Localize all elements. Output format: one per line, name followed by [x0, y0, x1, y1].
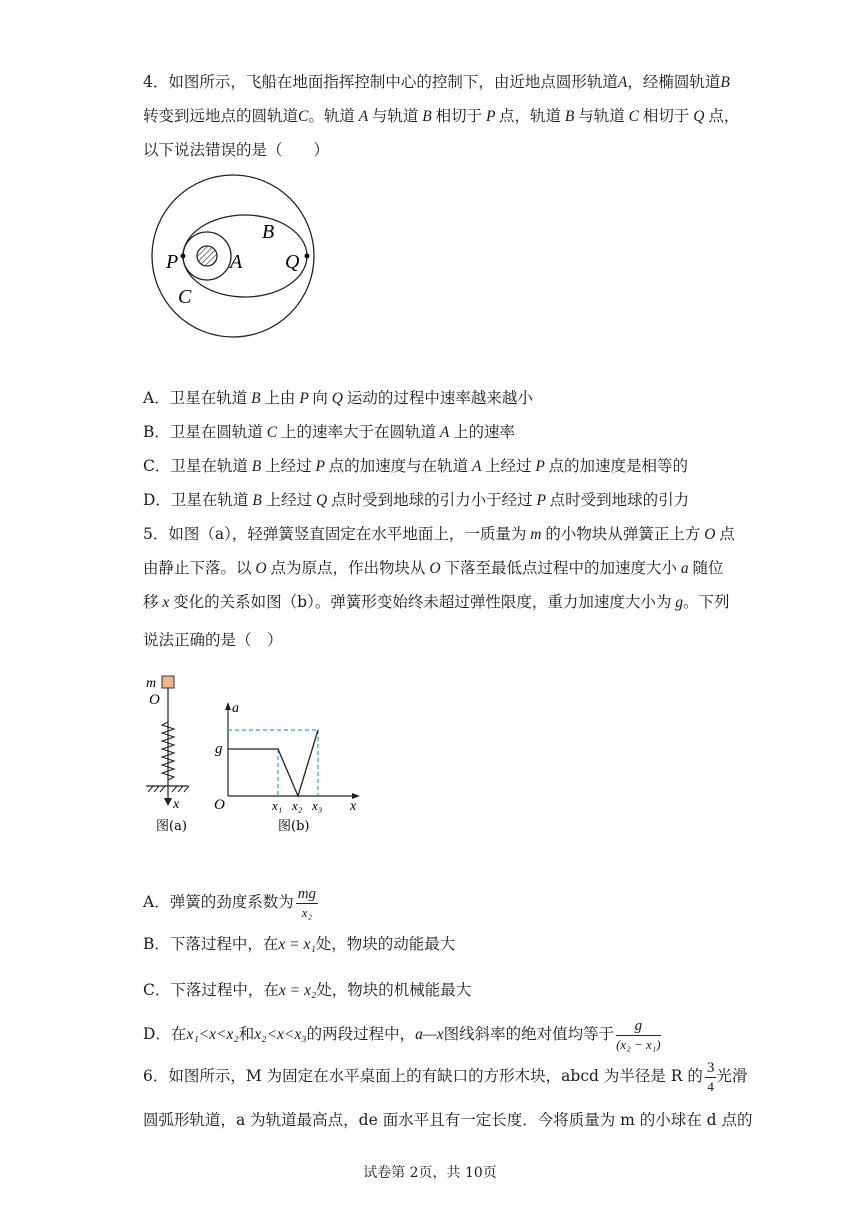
option-text: 上经过: [265, 457, 312, 475]
q6-text: 光滑: [716, 1067, 748, 1085]
spring-icon: [162, 722, 174, 780]
option-text: C．下落过程中，在: [143, 981, 279, 999]
q4-text: 点，: [708, 107, 740, 125]
q4-text: 相切于: [642, 107, 690, 125]
var-B: B: [561, 108, 579, 125]
frac-den: 4: [707, 1078, 714, 1094]
var-P: P: [482, 108, 500, 125]
fraction-g: [616, 1017, 661, 1054]
var-A: A: [468, 458, 486, 475]
var-g: g: [671, 594, 683, 611]
range-1: x₁<x<x₂: [186, 1026, 239, 1043]
caption-a: 图(a): [156, 819, 187, 834]
q4-option-D: [143, 490, 689, 511]
label-O: O: [149, 692, 160, 708]
q4-option-B: [143, 422, 515, 443]
frac-num: g: [616, 1017, 661, 1036]
option-text: 点时受到地球的引力小于经过: [331, 491, 533, 509]
label-g: g: [215, 741, 223, 757]
var-O: O: [425, 560, 445, 577]
var-m: m: [526, 526, 546, 543]
option-text: C．卫星在轨道: [143, 457, 248, 475]
label-A: A: [230, 251, 243, 273]
q4-text: 相切于: [435, 107, 483, 125]
q5-option-B: [143, 934, 455, 955]
var-P: P: [531, 458, 549, 475]
q5-text: 。下列: [682, 593, 730, 611]
var-a: a: [676, 560, 693, 577]
q6-line-1: [143, 1056, 747, 1096]
label-B: B: [262, 221, 275, 243]
label-C: C: [178, 286, 192, 308]
label-x: x: [173, 797, 180, 812]
spring-figure: [140, 672, 210, 840]
q5-text: 由静止下落。以: [143, 559, 252, 577]
var-Q: Q: [312, 492, 332, 509]
q4-line-1: [143, 72, 730, 93]
label-m: m: [146, 676, 157, 691]
option-text: 运动的过程中速率越来越小: [346, 389, 533, 407]
q4-text: 。轨道: [308, 107, 355, 125]
q5-text: 点为原点，作出物块从: [270, 559, 426, 577]
var-B: B: [247, 458, 266, 475]
q4-text: ，经椭圆轨道: [627, 73, 721, 91]
range-2: x₂<x<x₃: [254, 1026, 307, 1043]
label-x3: x₃: [312, 798, 323, 813]
option-text: 上经过: [265, 491, 313, 509]
equation: x = x₂: [278, 982, 317, 999]
var-O: O: [700, 526, 720, 543]
q5-text: 的小物块从弹簧正上方: [545, 525, 701, 543]
option-text: 点的加速度与在轨道: [328, 457, 469, 475]
q4-option-A: [143, 388, 533, 409]
label-x-axis: x: [350, 799, 357, 814]
option-text: B．下落过程中，在: [143, 935, 279, 953]
option-text: 图线斜率的绝对值均等于: [443, 1025, 615, 1043]
a-x-curve: [228, 730, 318, 796]
q5-line-2: [143, 558, 723, 579]
label-Q: Q: [285, 251, 300, 273]
option-text: A．弹簧的劲度系数为: [143, 893, 294, 911]
q4-line-3: [143, 140, 329, 160]
option-text: 向: [312, 389, 328, 407]
y-arrow-icon: [225, 702, 231, 710]
var-P: P: [311, 458, 329, 475]
point-Q-dot: [305, 254, 310, 259]
accel-graph: [210, 696, 370, 840]
option-text: 的两段过程中，: [306, 1025, 416, 1043]
caption-b: 图(b): [278, 819, 310, 834]
frac-num: 3: [706, 1059, 715, 1076]
label-a: a: [232, 701, 239, 716]
var-Q: Q: [689, 108, 709, 125]
option-text: 和: [238, 1025, 255, 1043]
frac-den: (x₂ − x₁): [616, 1036, 661, 1052]
q4-option-C: [143, 456, 688, 477]
equation: x = x₁: [278, 936, 316, 953]
frac-num: mg: [297, 885, 317, 902]
option-text: D．卫星在轨道: [143, 491, 249, 509]
option-text: B．卫星在圆轨道: [143, 423, 263, 441]
var-A: A: [617, 74, 628, 91]
q4-text: 与轨道: [578, 107, 625, 125]
point-P-dot: [181, 254, 186, 259]
var-A: A: [436, 424, 453, 441]
q5-option-A: [143, 882, 318, 922]
label-O2: O: [214, 797, 225, 813]
var-B: B: [418, 108, 436, 125]
var-B: B: [248, 492, 266, 509]
var-P: P: [532, 492, 550, 509]
q4-text: 4．如图所示，飞船在地面指挥控制中心的控制下，由近地点圆形轨道: [143, 73, 618, 91]
option-text: 处，物块的机械能最大: [316, 981, 472, 999]
q4-text: 转变到远地点的圆轨道: [143, 107, 299, 125]
q5-text: 随位: [692, 559, 724, 577]
label-P: P: [166, 251, 179, 273]
option-text: 上经过: [485, 457, 532, 475]
option-text: A．卫星在轨道: [143, 389, 248, 407]
q5-line-1: [143, 524, 735, 545]
var-C: C: [262, 424, 281, 441]
option-text: 处，物块的动能最大: [315, 935, 456, 953]
var-B: B: [247, 390, 265, 407]
var-C: C: [298, 108, 309, 125]
q6-text: 圆弧形轨道，a 为轨道最高点，de 面水平且有一定长度．今将质量为 m 的小球在 d 点的: [143, 1111, 753, 1129]
q5-text: 说法正确的是（ ）: [143, 631, 283, 649]
q4-line-2: [143, 106, 739, 127]
option-text: 点的加速度是相等的: [548, 457, 689, 475]
q5-text: 点: [719, 525, 735, 543]
option-text: 上的速率: [452, 423, 515, 441]
arrow-down-icon: [164, 798, 172, 806]
option-text: 上由: [264, 389, 296, 407]
var-C: C: [624, 108, 643, 125]
graph-name: a—x: [415, 1026, 444, 1043]
var-P: P: [295, 390, 313, 407]
label-x1: x₁: [272, 798, 283, 813]
var-Q: Q: [327, 390, 347, 407]
q5-text: 变化的关系如图（b）。弹簧形变始终未超过弹性限度，重力加速度大小为: [173, 593, 672, 611]
fraction-3-4: [705, 1059, 717, 1096]
q5-text: 下落至最低点过程中的加速度大小: [444, 559, 677, 577]
q4-text: 以下说法错误的是（ ）: [143, 141, 330, 159]
option-text: 上的速率大于在圆轨道: [281, 423, 437, 441]
block-icon: [162, 676, 174, 688]
var-O: O: [251, 560, 271, 577]
option-text: 点时受到地球的引力: [549, 491, 690, 509]
fraction-mg-x2: [296, 885, 318, 922]
var-B: B: [720, 74, 730, 91]
q5-text: 5．如图（a），轻弹簧竖直固定在水平地面上，一质量为: [143, 525, 527, 543]
q5-text: 移: [143, 593, 159, 611]
orbit-figure: [140, 172, 340, 342]
q5-line-4: [143, 630, 283, 650]
q6-text: 6．如图所示，M 为固定在水平桌面上的有缺口的方形木块，abcd 为半径是 R 的: [143, 1067, 703, 1085]
earth-icon: [197, 246, 217, 266]
page-footer: 试卷第 2页，共 10页: [363, 1165, 497, 1181]
q5-line-3: [143, 592, 729, 613]
frac-den: x₂: [301, 904, 313, 920]
label-x2: x₂: [292, 798, 303, 813]
var-x: x: [158, 594, 174, 611]
q6-line-2: [143, 1110, 753, 1130]
q5-option-D: [143, 1014, 661, 1055]
option-text: D．在: [143, 1025, 187, 1043]
q5-option-C: [143, 980, 471, 1001]
q4-text: 与轨道: [371, 107, 419, 125]
q4-text: 点，轨道: [499, 107, 562, 125]
var-A: A: [354, 108, 372, 125]
